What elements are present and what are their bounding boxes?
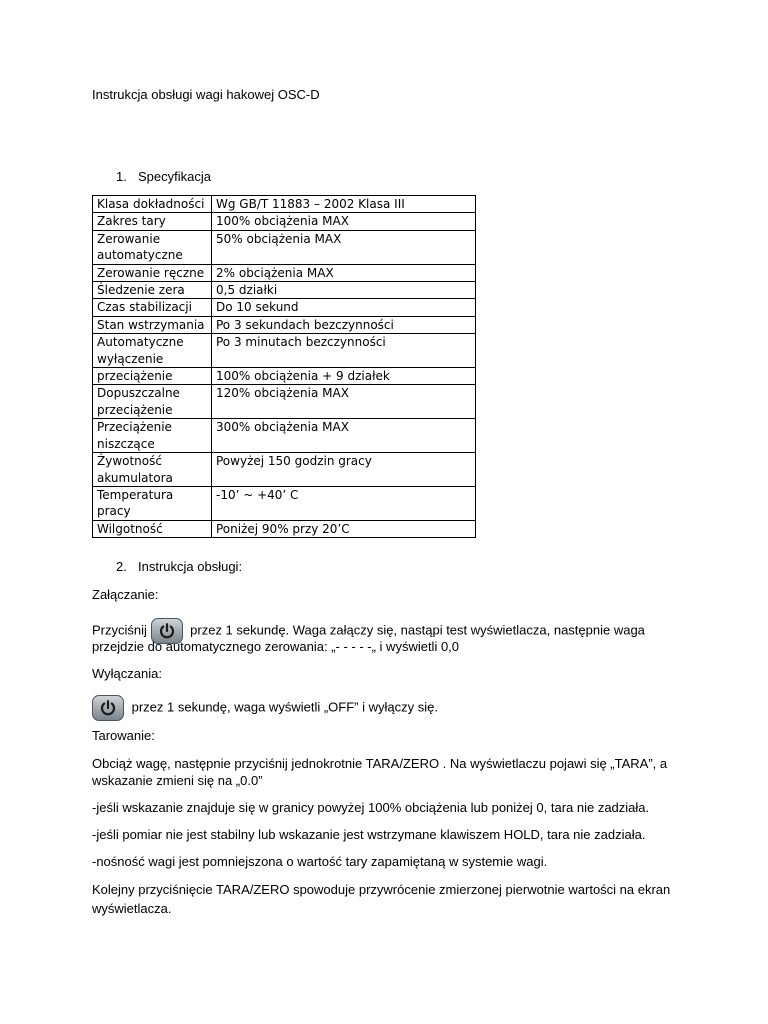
bullet-item: -jeśli wskazanie znajduje się w granicy powyżej 100% obciążenia lub poniżej 0, tara nie zadziała. <box>92 800 650 815</box>
table-row <box>93 368 476 385</box>
power-icon <box>92 695 124 721</box>
table-cell-param: Przeciążenie niszczące <box>93 419 212 453</box>
table-cell-value: Po 3 sekundach bezczynności <box>212 316 476 333</box>
table-row <box>93 316 476 333</box>
section-heading-specyfikacja <box>116 169 211 186</box>
table-cell-value: 0,5 działki <box>212 282 476 299</box>
wylaczania-heading: Wyłączania: <box>92 666 162 681</box>
table-cell-value: 100% obciążenia MAX <box>212 213 476 230</box>
kolejny-line2: wyświetlacza. <box>92 901 172 916</box>
section-title: Specyfikacja <box>138 169 211 184</box>
tarowanie-heading: Tarowanie: <box>92 728 155 743</box>
zalaczanie-line2: przejdzie do automatycznego zerowania: „- - - - -„ i wyświetli 0,0 <box>92 639 460 654</box>
table-cell-param: Temperatura pracy <box>93 486 212 520</box>
table-cell-value: -10’ ~ +40’ C <box>212 486 476 520</box>
specification-table <box>92 195 476 538</box>
table-cell-param: Śledzenie zera <box>93 282 212 299</box>
table-row <box>93 213 476 230</box>
table-row <box>93 520 476 537</box>
table-cell-param: Automatyczne wyłączenie <box>93 334 212 368</box>
zalaczanie-heading: Załączanie: <box>92 587 159 602</box>
kolejny-line1: Kolejny przyciśnięcie TARA/ZERO spowoduje przywrócenie zmierzonej pierwotnie wartości na ekran <box>92 882 671 897</box>
wylaczania-line <box>92 695 438 721</box>
table-cell-param: Dopuszczalne przeciążenie <box>93 385 212 419</box>
table-row <box>93 486 476 520</box>
table-cell-value: Do 10 sekund <box>212 299 476 316</box>
table-cell-param: Zerowanie ręczne <box>93 264 212 281</box>
table-row <box>93 334 476 368</box>
table-cell-param: przeciążenie <box>93 368 212 385</box>
wylaczania-text: przez 1 sekundę, waga wyświetli „OFF” i wyłączy się. <box>131 699 438 715</box>
table-cell-param: Zakres tary <box>93 213 212 230</box>
table-cell-param: Stan wstrzymania <box>93 316 212 333</box>
table-cell-value: 120% obciążenia MAX <box>212 385 476 419</box>
section-heading-instrukcja <box>116 559 242 576</box>
table-cell-param: Czas stabilizacji <box>93 299 212 316</box>
table-cell-param: Klasa dokładności <box>93 196 212 213</box>
table-row <box>93 453 476 487</box>
table-cell-value: 50% obciążenia MAX <box>212 230 476 264</box>
table-row <box>93 419 476 453</box>
table-cell-param: Wilgotność <box>93 520 212 537</box>
table-cell-param: Zerowanie automatyczne <box>93 230 212 264</box>
table-cell-value: Poniżej 90% przy 20’C <box>212 520 476 537</box>
section-number: 1. <box>116 169 127 184</box>
tarowanie-line2: wskazanie zmieni się na „0.0” <box>92 773 263 788</box>
zalaczanie-post-text: przez 1 sekundę. Waga załączy się, nastąpi test wyświetlacza, następnie waga <box>190 622 645 638</box>
table-cell-param: Żywotność akumulatora <box>93 453 212 487</box>
table-row <box>93 196 476 213</box>
table-row <box>93 282 476 299</box>
bullet-item: -jeśli pomiar nie jest stabilny lub wskazanie jest wstrzymane klawiszem HOLD, tara nie zadziała. <box>92 827 646 842</box>
document-title: Instrukcja obsługi wagi hakowej OSC-D <box>92 87 320 102</box>
table-cell-value: Wg GB/T 11883 – 2002 Klasa III <box>212 196 476 213</box>
table-cell-value: Powyżej 150 godzin gracy <box>212 453 476 487</box>
table-cell-value: 100% obciążenia + 9 działek <box>212 368 476 385</box>
section-title: Instrukcja obsługi: <box>138 559 243 574</box>
table-row <box>93 385 476 419</box>
table-cell-value: 300% obciążenia MAX <box>212 419 476 453</box>
zalaczanie-pre-text: Przyciśnij <box>92 622 147 638</box>
table-row <box>93 299 476 316</box>
table-cell-value: Po 3 minutach bezczynności <box>212 334 476 368</box>
bullet-item: -nośność wagi jest pomniejszona o wartość tary zapamiętaną w systemie wagi. <box>92 854 548 869</box>
table-row <box>93 230 476 264</box>
section-number: 2. <box>116 559 127 574</box>
table-row <box>93 264 476 281</box>
tarowanie-line1: Obciąż wagę, następnie przyciśnij jednokrotnie TARA/ZERO . Na wyświetlaczu pojawi się „TARA”, a <box>92 756 668 771</box>
table-cell-value: 2% obciążenia MAX <box>212 264 476 281</box>
